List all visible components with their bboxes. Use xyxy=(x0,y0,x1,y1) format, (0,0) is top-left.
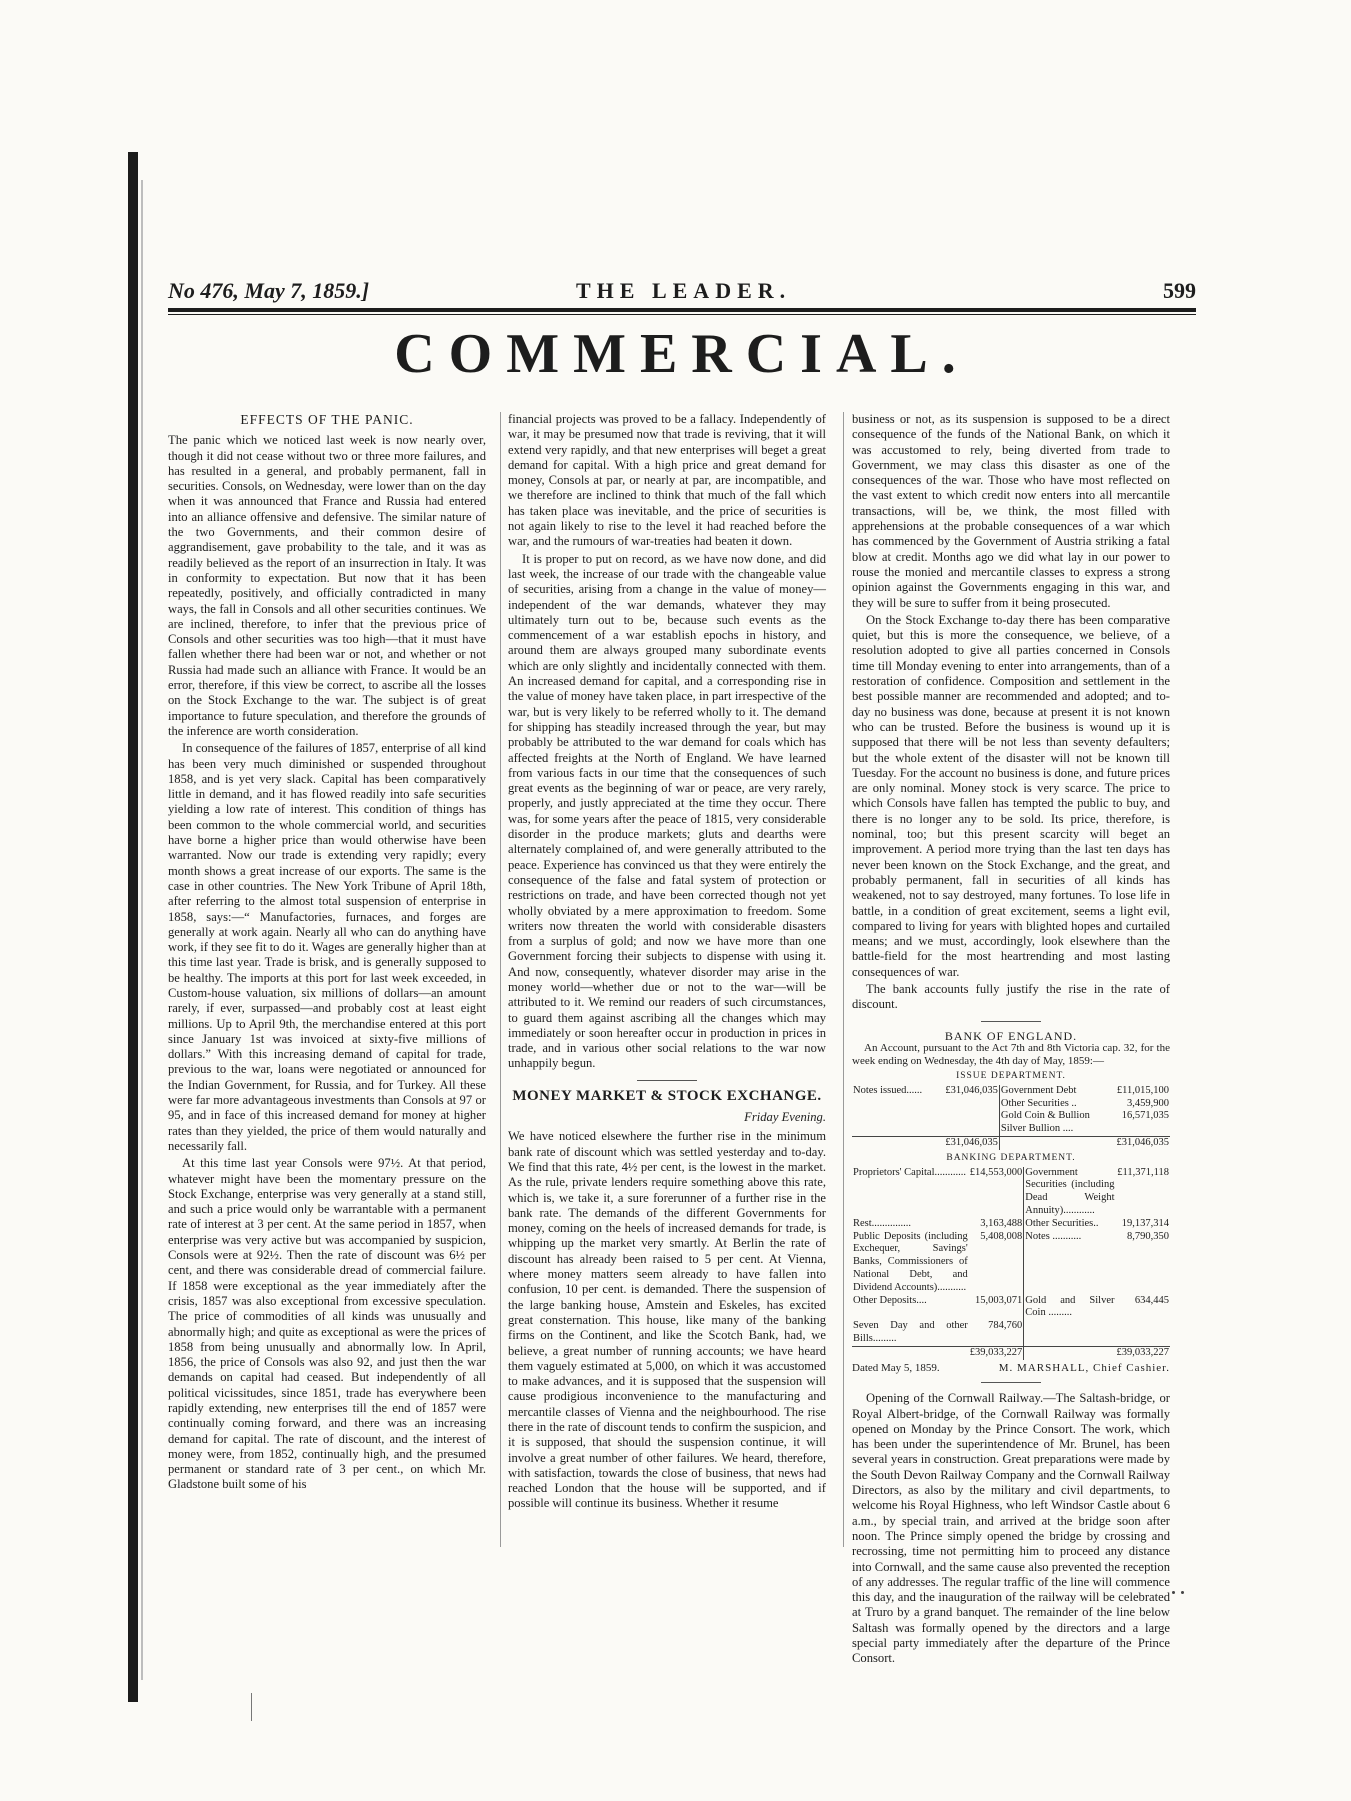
issue-department-heading: ISSUE DEPARTMENT. xyxy=(956,1070,1066,1081)
issue-date: No 476, May 7, 1859.] xyxy=(168,278,370,303)
binding-edge xyxy=(128,152,138,1702)
banking-left-value: 5,408,008 xyxy=(969,1231,1024,1295)
paragraph: In consequence of the failures of 1857, enterprise of all kind has been very much diminished or suspended throughout 1858, and is yet very slack. Capital has been comparatively little in demand, and it has flowed readily into safe securities yielding a low rate of interest. This condition of things has been common to the whole commercial world, and securities have borne a higher price than would otherwise have been warranted. Now our trade is extending very rapidly; every month shows a great increase of our exports. The same is the case in other countries. The New York Tribune of April 18th, after referring to the almost total suspension of enterprise in 1858, says:—“ Manufactories, furnaces, and forges are generally at work again. Nearly all who can do anything have work, if they see fit to do it. Wages are generally higher than at this time last year. Trade is brisk, and is generally supposed to be healthy. The imports at this port for last week exceeded, in Custom-house valuation, six millions of dollars—an amount rarely, if ever, surpassed—and probably cost at least eight millions. Up to April 9th, the merchandise entered at this port since January 1st was invoiced at sixty-five millions of dollars.” With this increasing demand of capital for trade, previous to the war, loans were negotiated or announced for the Indian Government, for Russia, and for Turkey. All these were far more advantageous investments than Consols at 97 or 95, and in face of this increased demand for money at higher rates than they yielded, the price of them would naturally and necessarily fall. xyxy=(168,741,486,1153)
banking-right-label: Other Securities.. xyxy=(1025,1217,1099,1229)
bank-signature-line xyxy=(852,1362,1170,1375)
page-number: 599 xyxy=(1163,278,1196,303)
article-title: EFFECTS OF THE PANIC. xyxy=(240,412,414,427)
issue-right-value: 16,571,035 xyxy=(1121,1110,1169,1122)
banking-left-label: Other Deposits.... xyxy=(853,1294,927,1306)
column-3 xyxy=(852,412,1170,1669)
issue-right-value: £11,015,100 xyxy=(1116,1084,1169,1096)
column-divider xyxy=(500,412,501,1547)
issue-right-value: 3,459,900 xyxy=(1127,1097,1169,1109)
bank-title: BANK OF ENGLAND. xyxy=(944,1028,1078,1043)
banking-left-value: 784,760 xyxy=(969,1320,1024,1346)
banking-right-label: Gold and Silver Coin ......... xyxy=(1025,1294,1115,1319)
issue-right-label: Other Securities .. xyxy=(1000,1097,1077,1109)
banking-left-label: Rest............... xyxy=(853,1217,912,1229)
column-divider xyxy=(843,412,844,1547)
banking-right-value: 634,445 xyxy=(1134,1294,1169,1306)
paragraph: financial projects was proved to be a fallacy. Independently of war, it may be presumed now that trade is reviving, that it will extend very rapidly, and that new enterprises will beget a great demand for capital. With a high price and great demand for money, Consols at par, or nearly at par, are incompatible, and we therefore are inclined to think that much of the fall which has taken place was inevitable, and the price of securities is not again likely to rise to the level it had reached before the war, and the rumours of war-treaties had beaten it down. xyxy=(508,412,826,549)
banking-left-label: Proprietors' Capital............ xyxy=(853,1166,967,1178)
paragraph: Opening of the Cornwall Railway.—The Saltash-bridge, or Royal Albert-bridge, of the Cornwall Railway was formally opened on Monday by the Prince Consort. The work, which has been under the superintendence of Mr. Brunel, has been several years in construction. Great preparations were made by the South Devon Railway Company and the Cornwall Railway Directors, as also by the military and civil departments, to welcome his Royal Highness, who left Windsor Castle about 6 a.m., by special train, and arrived at the bridge soon after noon. The Prince simply opened the bridge by crossing and recrossing, time not permitting him to proceed any distance into Cornwall, and the same cause also prevented the reception of any addresses. The regular traffic of the line will commence this day, and the inauguration of the railway will be celebrated at Truro by a grand banquet. The remainder of the line below Saltash was formally opened by the directors and a large special party immediately after the departure of the Prince Consort. xyxy=(852,1391,1170,1666)
paragraph: We have noticed elsewhere the further rise in the minimum bank rate of discount which was settled yesterday and to-day. We find that this rate, 4½ per cent, is the lowest in the market. As the rule, private lenders require something above this rate, which is, we take it, a sure forerunner of a further rise in the bank rate. The demands of the different Governments for money, coming on the heels of increased demands for trade, is whipping up the market very smartly. At Berlin the rate of discount has already been raised to 5 per cent. At Vienna, where money matters seem already to have fallen into confusion, 10 per cent. is demanded. There the suspension of the large banking house, Amstein and Eskeles, has excited great consternation. This house, like many of the banking firms on the Continent, and like the Scotch Bank, had, we believe, a great number of running accounts; we have heard them vaguely estimated at 5,000, on which it was accustomed to make advances, and it is supposed that the suspension will cause prodigious inconvenience to the manufacturing and mercantile classes of Vienna and the neighbourhood. The rise there in the rate of discount tends to confirm the suspicion, and it is supposed, that should the suspension continue, it will involve a great number of other failures. We heard, therefore, with satisfaction, towards the close of business, that news had reached London that the house will be supported, and if possible will continue its business. Whether it resume xyxy=(508,1129,826,1511)
issue-right-label: Silver Bullion .... xyxy=(1000,1123,1074,1135)
banking-left-value: 3,163,488 xyxy=(969,1218,1024,1231)
banking-right-label: Notes ........... xyxy=(1025,1230,1082,1242)
bank-dated: Dated May 5, 1859. xyxy=(852,1361,940,1374)
header-rule-thick xyxy=(168,308,1196,312)
banking-left-label: Seven Day and other Bills......... xyxy=(853,1320,968,1344)
banking-right-value: 19,137,314 xyxy=(1121,1217,1169,1229)
issue-left-value: £31,046,035 xyxy=(935,1085,999,1098)
separator xyxy=(981,1382,1041,1383)
issue-right-value xyxy=(1106,1123,1170,1136)
paragraph: It is proper to put on record, as we have now done, and did last week, the increase of our trade with the changeable value of securities, arising from a change in the value of money—independent of the war demands, whatever they may ultimately turn out to be, because such events as the commencement of a war establish epochs in history, and around them are always grouped many subordinate events which are only slightly and incidentally connected with them. An increased demand for capital, and a corresponding rise in the value of money have taken place, in part irrespective of the war, but is very likely to be referred wholly to it. The demand for shipping has steadily increased through the year, but may probably be attributed to the war demand for coals which has affected freights at the North of England. We have learned from various facts in our time that the consequences of such great events as the beginning of war or peace, are very rarely, properly, and justly appreciated at the time they occur. There was, for some years after the peace of 1815, very considerable disorder in the produce markets; gluts and dearths were alternately complained of, and were generally attributed to the peace. Experience has convinced us that they were entirely the consequence of the false and fatal system of protection or restrictions on trade, and have been corrected though not yet wholly obviated by a mere approximation to freedom. Some writers now threaten the world with considerable disasters from a surplus of gold; and now we have more than one Government forcing their subjects to dispense with using it. And now, consequently, whatever disorder may arise in the money world—whether due or not to the war—will be attributed to it. We remind our readers of such circumstances, to guard them against ascribing all the changes which may immediately or soon hereafter occur in production in prices in trade, and in various other social relations to the war now unhappily begun. xyxy=(508,551,826,1071)
newspaper-title: THE LEADER. xyxy=(576,278,792,303)
dateline: Friday Evening. xyxy=(744,1110,826,1125)
article-title: MONEY MARKET & STOCK EXCHANGE. xyxy=(512,1087,822,1104)
separator xyxy=(981,1021,1041,1022)
issue-right-label: Gold Coin & Bullion xyxy=(1000,1110,1090,1122)
issue-total-left: £31,046,035 xyxy=(935,1136,999,1149)
issue-right-label: Government Debt xyxy=(1000,1084,1077,1096)
ink-speck xyxy=(1181,1591,1184,1594)
banking-left-value: £14,553,000 xyxy=(969,1167,1024,1218)
column-1 xyxy=(168,412,486,1495)
banking-right-value: £11,371,118 xyxy=(1117,1166,1169,1178)
banking-department-table xyxy=(852,1167,1170,1360)
banking-left-value: 15,003,071 xyxy=(969,1295,1024,1321)
column-2 xyxy=(508,412,826,1514)
separator xyxy=(637,1080,697,1081)
banking-right-label: Government Securities (including Dead Weight Annuity)............ xyxy=(1025,1166,1115,1216)
paragraph: At this time last year Consols were 97½. At that period, whatever might have been the momentary pressure on the Stock Exchange, enterprise was very generally at a stand still, and such a price would only be warrantable with a permanent rate of interest at 3 per cent. At the same period in 1857, when enterprise was very active but was accompanied by suspicion, Consols were at 92½. Then the rate of discount was 6½ per cent, and there was considerable dread of commercial failure. If 1858 were exceptional as the year immediately after the crisis, 1857 was also exceptional from excessive speculation. The price of commodities of all kinds was unusually and abnormally high; and quite as exceptional as were the prices of 1858 from being unusually and abnormally low. In April, 1856, the price of Consols was also 92, and just then the war demands on capital had ceased. But independently of all political vicissitudes, since 1851, trade has everywhere been rapidly extending, new enterprises till the end of 1857 were continually coming forward, and there was an increasing demand for capital. The rate of discount, and the interest of money were, from 1852, continually high, and the presumed permanent or standard rate of 3 per cent., on which Mr. Gladstone built some of his xyxy=(168,1156,486,1492)
banking-total-right: £39,033,227 xyxy=(1116,1346,1169,1358)
paragraph: On the Stock Exchange to-day there has been comparative quiet, but this is more the consequence, we believe, of a resolution adopted to give all parties concerned in Consols time till Monday evening to enter into arrangements, than of a restoration of confidence. Composition and settlement in the best possible manner are recommended and adopted; and to-day no business was done, because at present it is not known who can be trusted. Before the business is wound up it is supposed that there will be not less than seventy defaulters; but the whole extent of the disaster will not be known till Tuesday. For the account no business is done, and future prices are only nominal. Money stock is very scarce. The price to which Consols have fallen has tempted the public to buy, and there is no longer any to be sold. Its price, therefore, is nominal, too; but this present scarcity will beget an improvement. A period more trying than the last ten days has never been known on the Stock Exchange, and the great, and probably permanent, fall in securities of all kinds has weakened, not to say destroyed, many fortunes. To lose life in battle, in a condition of great excitement, seems a light evil, compared to living for years with blighted hopes and curtailed means; and we must, accordingly, look elsewhere than the battle-field for the most heartrending and most lasting consequences of war. xyxy=(852,612,1170,979)
banking-right-value: 8,790,350 xyxy=(1127,1230,1169,1242)
binding-shadow xyxy=(141,180,143,1680)
banking-left-label: Public Deposits (including Exchequer, Savings' Banks, Commissioners of National Debt, and Dividend Accounts)........... xyxy=(853,1230,968,1293)
issue-total-right: £31,046,035 xyxy=(1106,1136,1170,1149)
bank-account-table xyxy=(852,1030,1170,1375)
header-rule-thin xyxy=(168,314,1196,315)
bank-note: An Account, pursuant to the Act 7th and 8th Victoria cap. 32, for the week ending on Wednesday, the 4th day of May, 1859:— xyxy=(852,1042,1170,1068)
paragraph: The bank accounts fully justify the rise in the rate of discount. xyxy=(852,981,1170,1012)
issue-department-table xyxy=(852,1085,1170,1150)
banking-department-heading: BANKING DEPARTMENT. xyxy=(946,1152,1076,1163)
pencil-mark xyxy=(251,1693,252,1721)
bank-signatory: M. MARSHALL, Chief Cashier. xyxy=(998,1361,1170,1374)
issue-left-label: Notes issued...... xyxy=(853,1084,923,1096)
paragraph: business or not, as its suspension is supposed to be a direct consequence of the funds of the National Bank, on which it was accustomed to rely, being diverted from trade to Government, we may class this disaster as one of the consequences of the war. Those who have most reflected on the vast extent to which credit now enters into all mercantile transactions, will be, we think, the most filled with apprehensions at the probable consequences of a war which has commenced by the Government of Austria striking a fatal blow at credit. Months ago we did what lay in our power to rouse the monied and mercantile classes to express a strong opinion against the Governments engaging in this war, and they will be sure to suffer from it being prosecuted. xyxy=(852,412,1170,610)
section-masthead: COMMERCIAL. xyxy=(394,323,970,385)
running-header xyxy=(168,278,1196,306)
banking-total-left: £39,033,227 xyxy=(969,1346,1023,1358)
paragraph: The panic which we noticed last week is now nearly over, though it did not cease without two or three more failures, and has resulted in a general, and probably permanent, fall in securities. Consols, on Wednesday, were lower than on the day when it was announced that France and Russia had entered into an alliance offensive and defensive. The similar nature of the two Governments, and their common desire of aggrandisement, gave probability to the tale, and it was as readily believed as the report of an insurrection in Italy. It was in conformity to expectation. But now that it has been repeatedly, positively, and officially contradicted in many ways, the fall in Consols and all other securities continues. We are inclined, therefore, to infer that the previous price of Consols and other securities was too high—that it must have fallen whether there had been war or not, and whether or not Russia had made such an alliance with France. It would be an error, therefore, if this view be correct, to ascribe all the losses on the Stock Exchange to the war. The subject is of great importance to future speculation, and therefore the grounds of the inference are worth consideration. xyxy=(168,433,486,738)
ink-speck xyxy=(1172,1591,1175,1594)
